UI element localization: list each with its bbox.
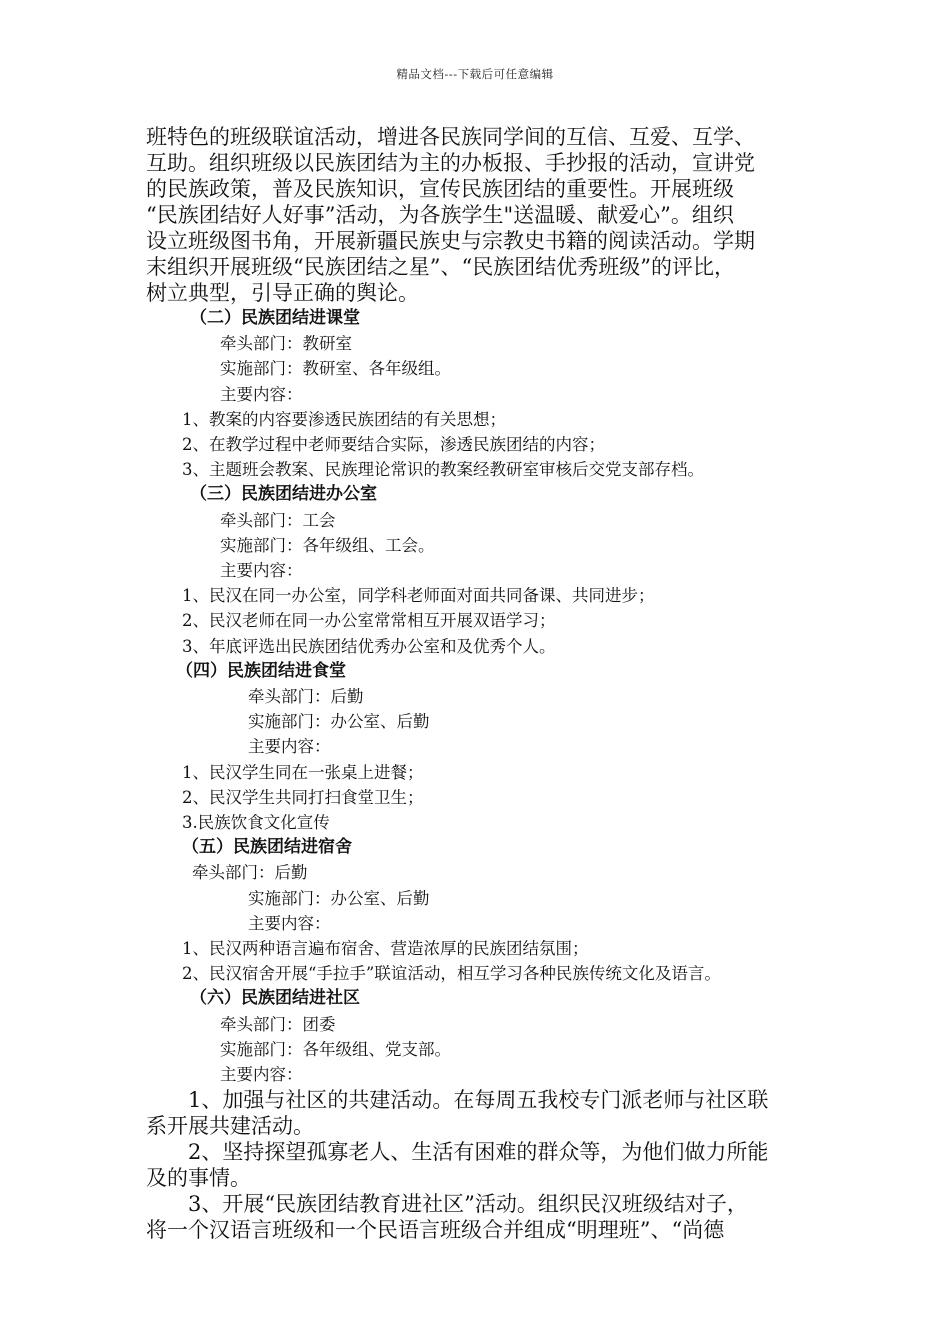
section-3-impl: 实施部门：各年级组、工会。 bbox=[220, 535, 435, 555]
section-3-item: 3、年底评选出民族团结优秀办公室和及优秀个人。 bbox=[182, 636, 556, 656]
intro-line: 互助。组织班级以民族团结为主的办板报、手抄报的活动，宣讲党 bbox=[146, 151, 755, 175]
section-2-title: （二）民族团结进课堂 bbox=[190, 308, 360, 328]
section-5-impl: 实施部门：办公室、后勤 bbox=[248, 888, 430, 908]
section-2-main: 主要内容： bbox=[220, 384, 303, 404]
section-4-item: 1、民汉学生同在一张桌上进餐； bbox=[182, 762, 424, 782]
section-4-item: 2、民汉学生共同打扫食堂卫生； bbox=[182, 787, 424, 807]
section-6-paragraph: 将一个汉语言班级和一个民语言班级合并组成“明理班”、“尚德 bbox=[146, 1218, 725, 1243]
section-2-impl: 实施部门：教研室、各年级组。 bbox=[220, 359, 451, 379]
section-3-lead: 牵头部门：工会 bbox=[220, 510, 336, 530]
section-5-item: 2、民汉宿舍开展“手拉手”联谊活动，相互学习各种民族传统文化及语言。 bbox=[182, 964, 721, 984]
section-6-paragraph: 3、开展“民族团结教育进社区”活动。组织民汉班级结对子， bbox=[188, 1192, 748, 1217]
section-2-item: 3、主题班会教案、民族理论常识的教案经教研室审核后交党支部存档。 bbox=[182, 460, 704, 480]
section-6-paragraph: 系开展共建活动。 bbox=[146, 1114, 314, 1139]
section-6-paragraph: 2、坚持探望孤寡老人、生活有困难的群众等，为他们做力所能 bbox=[188, 1140, 769, 1165]
intro-line: 树立典型，引导正确的舆论。 bbox=[146, 281, 419, 305]
section-4-title: （四）民族团结进食堂 bbox=[176, 660, 346, 681]
section-6-lead: 牵头部门：团委 bbox=[220, 1014, 336, 1034]
section-6-paragraph: 1、加强与社区的共建活动。在每周五我校专门派老师与社区联 bbox=[188, 1088, 769, 1113]
section-2-item: 1、教案的内容要渗透民族团结的有关思想； bbox=[182, 409, 506, 429]
section-3-item: 1、民汉在同一办公室，同学科老师面对面共同备课、共同进步； bbox=[182, 586, 655, 606]
section-5-lead: 牵头部门：后勤 bbox=[192, 863, 308, 883]
section-6-main: 主要内容： bbox=[220, 1065, 303, 1085]
section-6-impl: 实施部门：各年级组、党支部。 bbox=[220, 1039, 451, 1059]
section-6-title: （六）民族团结进社区 bbox=[190, 988, 360, 1009]
section-5-title: （五）民族团结进宿舍 bbox=[182, 837, 352, 858]
section-2-item: 2、在教学过程中老师要结合实际，渗透民族团结的内容； bbox=[182, 435, 605, 455]
section-3-title: （三）民族团结进办公室 bbox=[190, 484, 377, 505]
section-4-main: 主要内容： bbox=[248, 737, 331, 757]
intro-line: 设立班级图书角，开展新疆民族史与宗教史书籍的阅读活动。学期 bbox=[146, 229, 755, 253]
section-6-paragraph: 及的事情。 bbox=[146, 1166, 251, 1191]
section-2-lead: 牵头部门：教研室 bbox=[220, 334, 352, 354]
section-5-main: 主要内容： bbox=[248, 913, 331, 933]
intro-line: “民族团结好人好事”活动，为各族学生"送温暖、献爱心”。组织 bbox=[146, 203, 734, 227]
intro-line: 的民族政策，普及民族知识，宣传民族团结的重要性。开展班级 bbox=[146, 177, 734, 201]
section-4-item: 3.民族饮食文化宣传 bbox=[182, 813, 330, 833]
intro-line: 班特色的班级联谊活动，增进各民族同学间的互信、互爱、互学、 bbox=[146, 125, 755, 149]
intro-line: 末组织开展班级“民族团结之星”、“民族团结优秀班级”的评比， bbox=[146, 255, 735, 279]
section-5-item: 1、民汉两种语言遍布宿舍、营造浓厚的民族团结氛围； bbox=[182, 939, 589, 959]
section-3-main: 主要内容： bbox=[220, 561, 303, 581]
section-4-lead: 牵头部门：后勤 bbox=[248, 687, 364, 707]
section-4-impl: 实施部门：办公室、后勤 bbox=[248, 712, 430, 732]
page-header: 精品文档---下载后可任意编辑 bbox=[396, 67, 554, 81]
document-body bbox=[146, 124, 826, 1243]
section-3-item: 2、民汉老师在同一办公室常常相互开展双语学习； bbox=[182, 611, 556, 631]
